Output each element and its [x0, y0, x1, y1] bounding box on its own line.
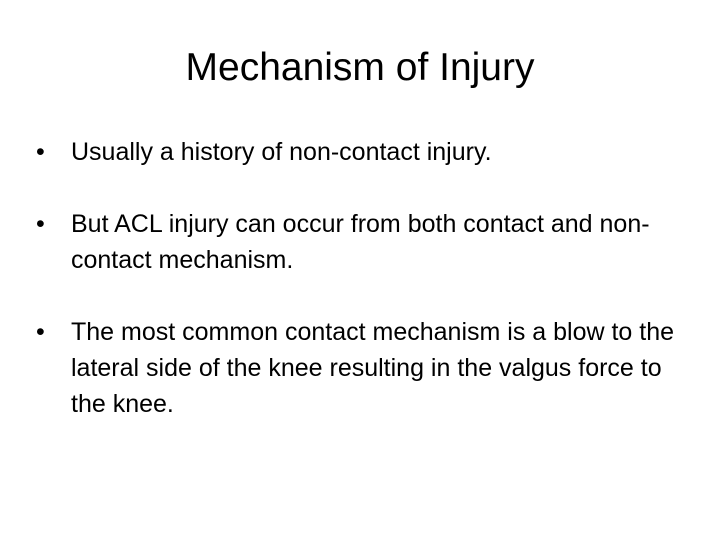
bullet-text: Usually a history of non-contact injury. [71, 138, 492, 166]
bullet-item [36, 134, 696, 170]
bullet-item [36, 206, 696, 278]
bullet-icon: • [36, 138, 45, 166]
slide-title: Mechanism of Injury [185, 46, 535, 89]
bullet-list [36, 134, 696, 422]
bullet-icon: • [36, 318, 45, 346]
bullet-text: The most common contact mechanism is a blow to the lateral side of the knee resulting in the valgus force to the knee. [71, 318, 675, 418]
bullet-icon: • [36, 210, 45, 238]
bullet-item [36, 314, 696, 422]
bullet-text: But ACL injury can occur from both contact and non-contact mechanism. [71, 210, 650, 274]
